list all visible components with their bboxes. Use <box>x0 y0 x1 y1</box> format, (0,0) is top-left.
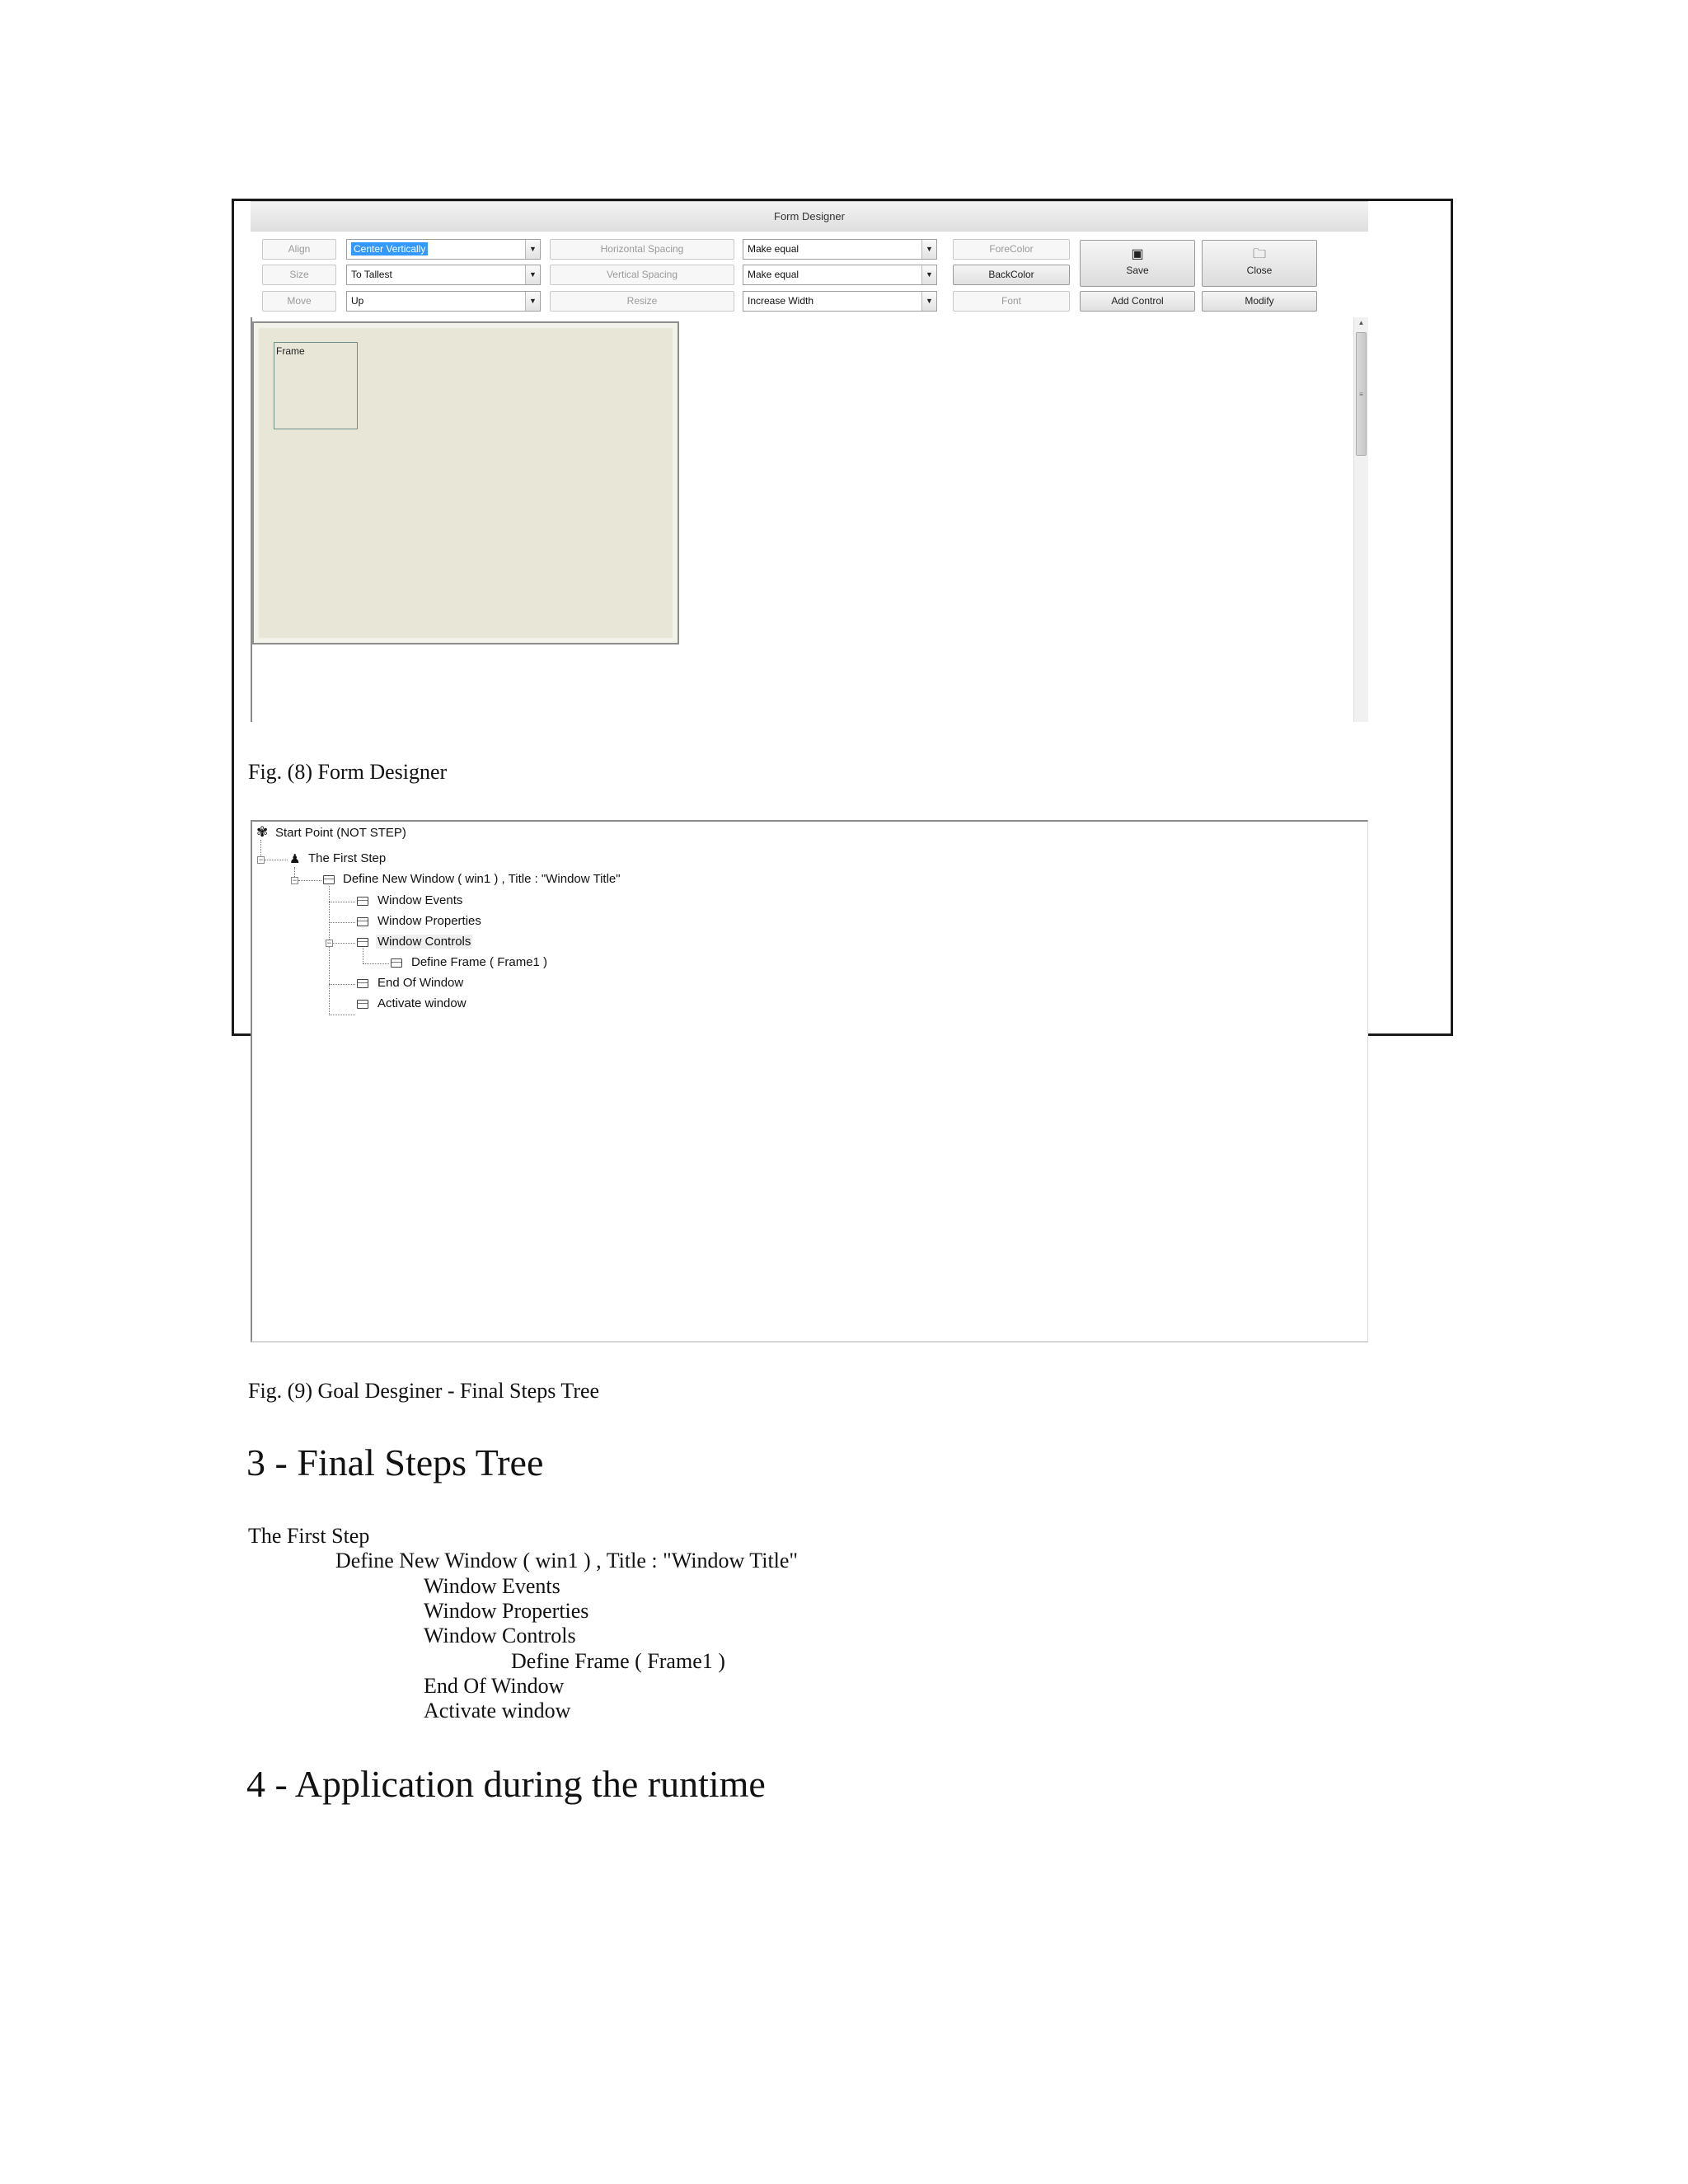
designed-form[interactable] <box>252 321 679 644</box>
collapse-icon[interactable]: − <box>326 939 332 947</box>
tree-node-window-events[interactable]: Window Events <box>377 893 463 907</box>
close-button-label: Close <box>1246 265 1273 276</box>
vertical-spacing-select[interactable] <box>743 265 937 285</box>
collapse-icon[interactable]: − <box>258 855 264 864</box>
move-button[interactable]: Move <box>262 291 336 312</box>
window-node-icon <box>323 875 335 884</box>
size-button[interactable]: Size <box>262 265 336 285</box>
align-select[interactable] <box>346 239 541 260</box>
steps-line: Define Frame ( Frame1 ) <box>511 1649 725 1673</box>
form-designer-window <box>251 201 1368 722</box>
floppy-disk-icon: ▣ <box>1131 247 1144 261</box>
step-icon: ♟ <box>289 852 301 866</box>
close-button[interactable] <box>1202 240 1317 287</box>
tree-node-define-frame[interactable]: Define Frame ( Frame1 ) <box>411 955 548 969</box>
steps-tree-panel <box>251 820 1368 1343</box>
node-icon <box>357 897 368 906</box>
font-button[interactable]: Font <box>953 291 1070 312</box>
collapse-icon[interactable]: − <box>292 876 298 884</box>
tree-node-window-controls[interactable]: Window Controls <box>377 935 471 949</box>
section-4-heading: 4 - Application during the runtime <box>246 1763 766 1805</box>
size-select[interactable] <box>346 265 541 285</box>
node-icon <box>357 938 368 947</box>
chevron-down-icon[interactable]: ▼ <box>921 265 936 284</box>
steps-line: Activate window <box>424 1699 571 1722</box>
tree-line <box>329 984 355 985</box>
steps-line: Window Controls <box>424 1624 576 1647</box>
design-canvas <box>251 317 1368 722</box>
resize-select[interactable] <box>743 291 937 312</box>
node-icon <box>357 979 368 988</box>
figure-8-caption: Fig. (8) Form Designer <box>248 760 448 784</box>
tree-node-define-window[interactable]: Define New Window ( win1 ) , Title : "Window Title" <box>343 872 621 886</box>
size-select-value: To Tallest <box>351 269 392 280</box>
steps-line: The First Step <box>248 1524 370 1548</box>
tree-node-end-of-window[interactable]: End Of Window <box>377 976 464 990</box>
scrollbar-thumb[interactable]: ≡ <box>1356 332 1367 456</box>
save-button-label: Save <box>1126 265 1149 276</box>
steps-line: Window Events <box>424 1574 560 1598</box>
horizontal-spacing-value: Make equal <box>748 243 799 255</box>
tree-line <box>363 963 389 964</box>
form-designer-title: Form Designer <box>251 201 1368 232</box>
chevron-down-icon[interactable]: ▼ <box>921 240 936 259</box>
tree-node-start-point[interactable]: Start Point (NOT STEP) <box>275 826 406 840</box>
resize-value: Increase Width <box>748 295 814 307</box>
tree-line <box>298 880 321 881</box>
vertical-spacing-value: Make equal <box>748 269 799 280</box>
frame-control[interactable] <box>274 342 358 429</box>
save-button[interactable] <box>1080 240 1195 287</box>
start-point-icon: ✾ <box>256 824 269 840</box>
form-designer-toolbar <box>251 232 1368 319</box>
designed-form-surface[interactable] <box>259 328 673 638</box>
resize-button[interactable]: Resize <box>550 291 734 312</box>
backcolor-button[interactable]: BackColor <box>953 265 1070 285</box>
node-icon <box>357 917 368 926</box>
steps-line: End Of Window <box>424 1674 565 1698</box>
tree-line <box>329 922 355 923</box>
node-icon <box>391 958 402 968</box>
frame-control-label: Frame <box>276 345 305 357</box>
modify-button[interactable]: Modify <box>1202 291 1317 312</box>
align-select-value: Center Vertically <box>351 242 428 255</box>
steps-line: Window Properties <box>424 1599 589 1623</box>
chevron-down-icon[interactable]: ▼ <box>525 240 540 259</box>
move-select[interactable] <box>346 291 541 312</box>
section-3-heading: 3 - Final Steps Tree <box>246 1441 544 1483</box>
tree-line <box>329 886 330 1015</box>
tree-node-window-properties[interactable]: Window Properties <box>377 914 481 928</box>
figure-9-caption: Fig. (9) Goal Desginer - Final Steps Tree <box>248 1379 600 1403</box>
node-icon <box>357 1000 368 1009</box>
tree-line <box>260 840 261 856</box>
folder-icon: 🗀 <box>1252 247 1266 261</box>
horizontal-spacing-button[interactable]: Horizontal Spacing <box>550 239 734 260</box>
vertical-scrollbar[interactable] <box>1353 317 1368 722</box>
chevron-down-icon[interactable]: ▼ <box>525 292 540 311</box>
steps-line: Define New Window ( win1 ) , Title : "Window Title" <box>335 1549 799 1572</box>
tree-line <box>333 943 355 944</box>
horizontal-spacing-select[interactable] <box>743 239 937 260</box>
chevron-down-icon[interactable]: ▼ <box>525 265 540 284</box>
move-select-value: Up <box>351 295 364 307</box>
scroll-up-icon[interactable]: ▲ <box>1357 319 1365 326</box>
add-control-button[interactable]: Add Control <box>1080 291 1195 312</box>
tree-node-first-step[interactable]: The First Step <box>308 851 387 865</box>
align-button[interactable]: Align <box>262 239 336 260</box>
forecolor-button[interactable]: ForeColor <box>953 239 1070 260</box>
vertical-spacing-button[interactable]: Vertical Spacing <box>550 265 734 285</box>
tree-node-activate-window[interactable]: Activate window <box>377 996 467 1010</box>
chevron-down-icon[interactable]: ▼ <box>921 292 936 311</box>
